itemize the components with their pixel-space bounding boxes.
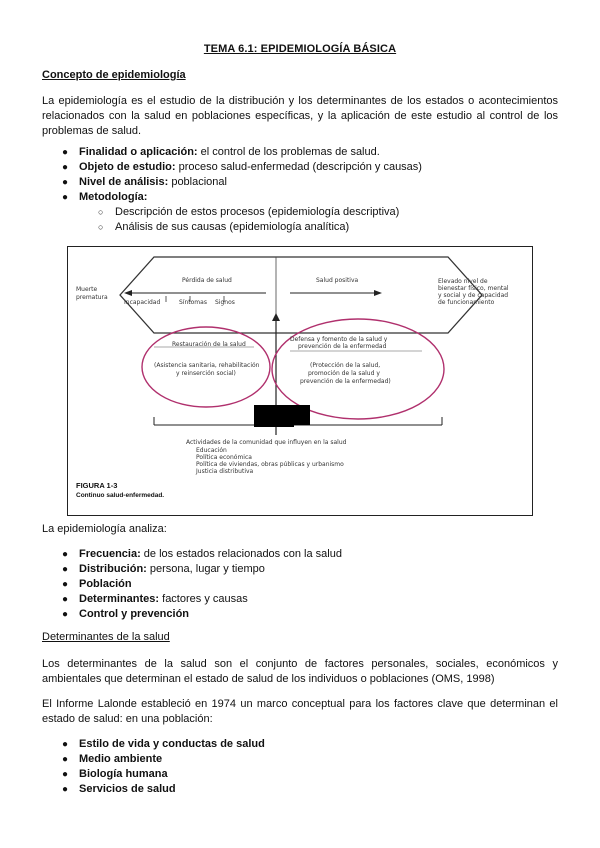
arrowhead-left-icon (124, 290, 132, 296)
label-proteccion-1: (Protección de la salud, (310, 362, 381, 369)
bullet-icon: ● (62, 784, 69, 795)
label-sintomas: Síntomas (179, 299, 207, 306)
label-politica-viviendas: Política de viviendas, obras públicas y urbanismo (196, 461, 344, 468)
label-bienestar-1: Elevado nivel de (438, 278, 488, 285)
label-salud-positiva: Salud positiva (316, 277, 359, 284)
analiza-intro: La epidemiología analiza: (42, 523, 167, 535)
bullet-icon: ● (62, 769, 69, 780)
figure-caption: Continuo salud-enfermedad. (76, 492, 165, 499)
label-perdida: Pérdida de salud (182, 277, 232, 284)
bullet-icon: ● (62, 594, 69, 605)
list-item: ● Objeto de estudio: proceso salud-enfermedad (descripción y causas) (62, 161, 422, 173)
list-item: ● Biología humana (62, 768, 168, 780)
bullet-icon: ● (62, 147, 69, 158)
label-incapacidad: Incapacidad (124, 299, 161, 306)
label-defensa-1: Defensa y fomento de la salud y (290, 336, 388, 343)
list-item: ● Medio ambiente (62, 753, 163, 765)
label-proteccion-3: prevención de la enfermedad) (300, 378, 391, 385)
circle-bullet-icon: ○ (98, 207, 104, 217)
list-analiza (62, 547, 562, 622)
list-item: ● Frecuencia: de los estados relacionados con la salud (62, 548, 342, 560)
bullet-icon: ● (62, 609, 69, 620)
figure-continuo-salud (67, 246, 533, 516)
defensa-ellipse (272, 319, 444, 419)
list-item: ● Población (62, 578, 132, 590)
bullet-icon: ● (62, 579, 69, 590)
bullet-icon: ● (62, 162, 69, 173)
label-justicia: Justicia distributiva (196, 468, 254, 475)
bullet-icon: ● (62, 549, 69, 560)
label-signos: Signos (215, 299, 235, 306)
redaction-block (254, 421, 294, 427)
label-bienestar-2: bienestar físico, mental (438, 285, 509, 292)
bullet-icon: ● (62, 177, 69, 188)
bullet-icon: ● (62, 564, 69, 575)
list-lalonde (62, 737, 562, 797)
page-title: TEMA 6.1: EPIDEMIOLOGÍA BÁSICA (203, 43, 397, 55)
list-item: ● Determinantes: factores y causas (62, 593, 248, 605)
label-asistencia-2: y reinserción social) (176, 370, 236, 377)
arrowhead-up-icon (272, 313, 280, 321)
list-item: ● Finalidad o aplicación: el control de los problemas de salud. (62, 146, 380, 158)
figure-label: FIGURA 1-3 (76, 481, 118, 490)
list-item: ● Metodología: (62, 191, 148, 203)
list-item: ● Control y prevención (62, 608, 190, 620)
label-educacion: Educación (196, 447, 227, 454)
label-restauracion: Restauración de la salud (172, 341, 246, 348)
diagram (68, 247, 532, 515)
arrowhead-right-icon (374, 290, 382, 296)
list-concepto (62, 145, 562, 205)
section-heading-determinantes: Determinantes de la salud (42, 631, 170, 643)
label-defensa-2: prevención de la enfermedad (298, 343, 387, 350)
label-politica-economica: Política económica (196, 454, 252, 461)
paragraph-determinantes: Los determinantes de la salud son el conjunto de factores personales, sociales, económicos y ambientales que determinan el estado de salud de los individuos o poblaciones (OMS, 1998) (42, 658, 558, 685)
label-proteccion-2: promoción de la salud y (308, 370, 380, 377)
paragraph-concepto: La epidemiología es el estudio de la distribución y los determinantes de los estados o acontecimientos relacionados con la salud en poblaciones específicas, y la aplicación de este estudio al control de los problemas de salud. (42, 95, 558, 137)
section-heading-concepto: Concepto de epidemiología (42, 69, 186, 81)
list-item: ● Servicios de salud (62, 783, 176, 795)
list-item: ○ Análisis de sus causas (epidemiología analítica) (98, 221, 350, 233)
continuum-arrow-shape (120, 257, 482, 333)
sublist-metodologia (98, 205, 558, 235)
bullet-icon: ● (62, 739, 69, 750)
label-asistencia-1: (Asistencia sanitaria, rehabilitación (154, 362, 260, 369)
bullet-icon: ● (62, 754, 69, 765)
list-item: ○ Descripción de estos procesos (epidemiología descriptiva) (98, 206, 400, 218)
label-bienestar-4: de funcionamiento (438, 299, 495, 306)
circle-bullet-icon: ○ (98, 222, 104, 232)
list-item: ● Distribución: persona, lugar y tiempo (62, 563, 265, 575)
label-bienestar-3: y social y de capacidad (438, 292, 509, 299)
list-item: ● Estilo de vida y conductas de salud (62, 738, 265, 750)
list-item: ● Nivel de análisis: poblacional (62, 176, 227, 188)
paragraph-lalonde: El Informe Lalonde estableció en 1974 un marco conceptual para los factores clave que determinan el estado de salud: en una población: (42, 698, 558, 725)
label-prematura: prematura (76, 294, 108, 301)
label-actividades: Actividades de la comunidad que influyen en la salud (186, 439, 347, 446)
bullet-icon: ● (62, 192, 69, 203)
label-muerte: Muerte (76, 286, 98, 293)
